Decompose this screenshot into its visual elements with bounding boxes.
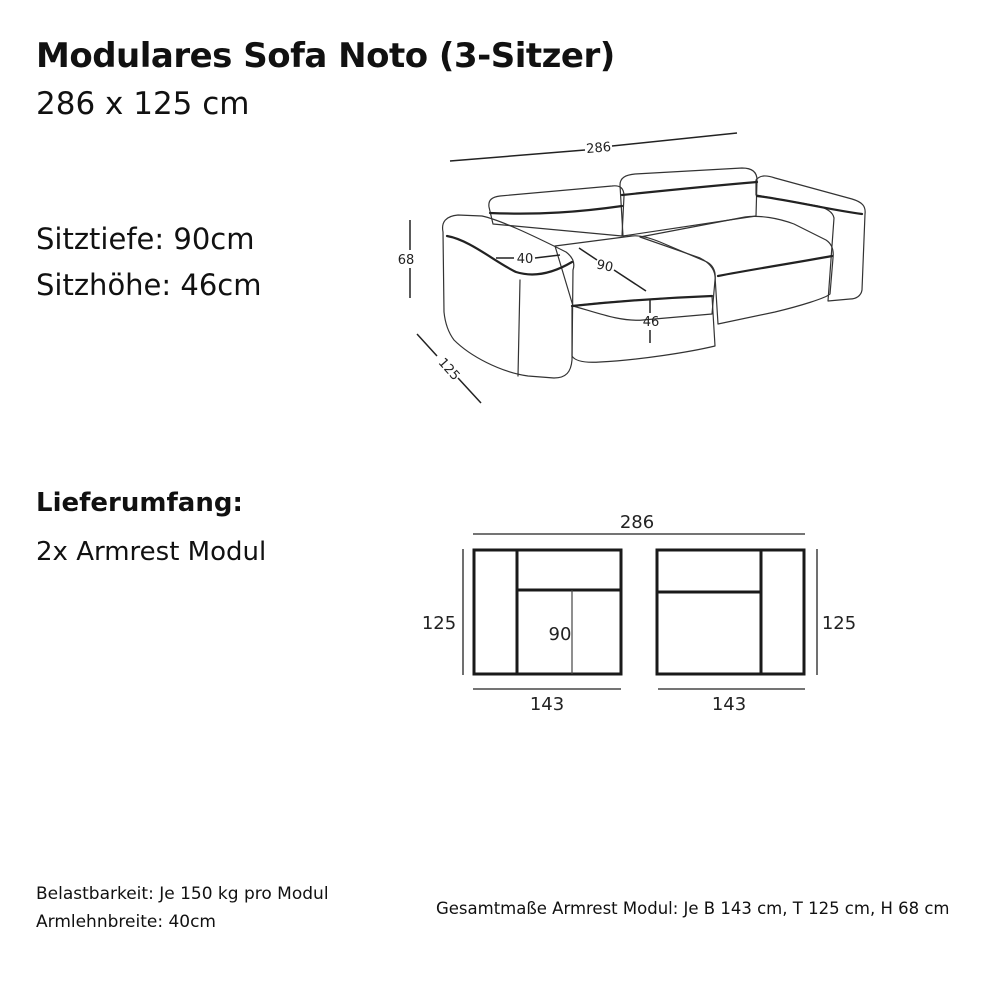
seat-height-label: 46 — [642, 315, 660, 330]
back-cushion-right — [620, 168, 757, 236]
plan-total-width-label: 286 — [619, 512, 655, 533]
plan-right-width-label: 143 — [711, 694, 747, 715]
sofa-height-label: 68 — [397, 253, 415, 268]
back-cushion-left — [489, 186, 624, 236]
sofa-width-label: 286 — [585, 139, 612, 158]
sofa-depth-label: 125 — [434, 355, 463, 384]
delivery-heading: Lieferumfang: — [36, 488, 243, 518]
plan-view-drawing — [410, 505, 870, 720]
plan-seat-depth-label: 90 — [548, 624, 572, 645]
armrest-width-note: Armlehnbreite: 40cm — [36, 912, 216, 932]
load-capacity-note: Belastbarkeit: Je 150 kg pro Modul — [36, 884, 329, 904]
plan-left-width-label: 143 — [529, 694, 565, 715]
page-title: Modulares Sofa Noto (3-Sitzer) — [36, 36, 615, 76]
left-armrest-side — [518, 280, 520, 376]
right-module-outline — [657, 550, 804, 674]
seat-height-spec: Sitzhöhe: 46cm — [36, 268, 262, 302]
right-armrest — [756, 176, 865, 301]
armrest-width-label: 40 — [516, 252, 534, 267]
seat-depth-label: 90 — [595, 257, 615, 276]
plan-left-depth-label: 125 — [421, 613, 457, 634]
seat-depth-spec: Sitztiefe: 90cm — [36, 222, 255, 256]
sofa-perspective-drawing — [390, 125, 880, 415]
delivery-item: 2x Armrest Modul — [36, 537, 267, 567]
plan-right-depth-label: 125 — [821, 613, 857, 634]
left-module-outline — [474, 550, 621, 674]
left-armrest — [443, 215, 574, 378]
page-subtitle: 286 x 125 cm — [36, 86, 250, 122]
total-dimensions-note: Gesamtmaße Armrest Modul: Je B 143 cm, T 125 cm, H 68 cm — [436, 899, 950, 918]
seat-cushion-right — [640, 216, 833, 324]
